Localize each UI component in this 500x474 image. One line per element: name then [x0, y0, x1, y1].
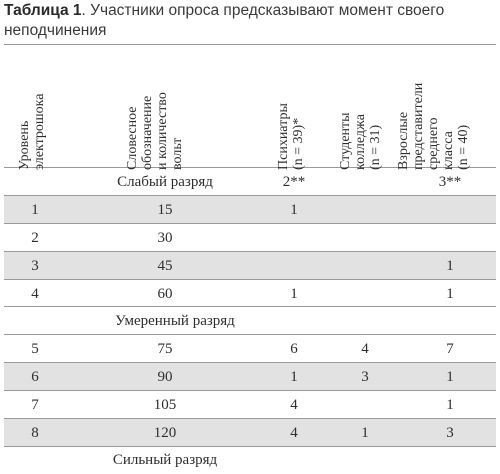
rule: [4, 279, 496, 280]
cell-psychiatrists: 1: [290, 369, 298, 385]
cell-level: 8: [31, 425, 39, 441]
column-header-students: Студенты колледжа (n = 31): [338, 112, 383, 170]
rule: [4, 195, 496, 196]
cell-psychiatrists: 1: [290, 202, 298, 218]
section-title-weak: Слабый разряд: [117, 174, 213, 190]
rule: [4, 362, 496, 363]
rule: [4, 223, 496, 224]
cell-volts: 90: [157, 369, 173, 385]
row-bg-level-1: [4, 195, 496, 223]
cell-level: 5: [31, 341, 39, 357]
column-header-level: Уровень электрошока: [17, 93, 47, 170]
table-caption: [4, 1, 496, 41]
rule: [4, 390, 496, 391]
cell-volts: 30: [157, 230, 173, 246]
cell-level: 7: [31, 397, 39, 413]
cell-students: 3: [361, 369, 369, 385]
section-title-moderate: Умеренный разряд: [115, 313, 235, 329]
cell-volts: 15: [157, 202, 173, 218]
section-note-adults: 3**: [438, 174, 462, 190]
cell-volts: 45: [157, 258, 173, 274]
cell-level: 1: [31, 202, 39, 218]
cell-level: 4: [31, 286, 39, 302]
row-bg-level-6: [4, 362, 496, 390]
cell-adults: 7: [446, 341, 454, 357]
row-bg-level-8: [4, 418, 496, 446]
rule: [4, 446, 496, 447]
cell-volts: 120: [153, 425, 177, 441]
table-caption-text: . Участники опроса предсказывают момент своего: [81, 2, 445, 19]
cell-students: 1: [361, 425, 369, 441]
cell-adults: 3: [446, 425, 454, 441]
column-header-psychiatrists: Психиатры (n = 39)*: [276, 103, 306, 170]
rule: [4, 334, 496, 335]
cell-volts: 60: [157, 286, 173, 302]
cell-students: 4: [361, 341, 369, 357]
table-top-rule: [4, 44, 496, 45]
cell-volts: 105: [153, 397, 177, 413]
cell-adults: 1: [446, 258, 454, 274]
row-bg-level-3: [4, 251, 496, 279]
section-note-psychiatrists: 2**: [282, 174, 306, 190]
cell-psychiatrists: 4: [290, 397, 298, 413]
rule: [4, 306, 496, 307]
table-caption-text-line2: неподчинения: [4, 22, 107, 39]
cell-psychiatrists: 1: [290, 286, 298, 302]
cell-psychiatrists: 4: [290, 425, 298, 441]
rule: [4, 251, 496, 252]
cell-adults: 1: [446, 397, 454, 413]
section-title-strong: Сильный разряд: [112, 452, 218, 468]
cell-volts: 75: [157, 341, 173, 357]
cell-adults: 1: [446, 286, 454, 302]
cell-level: 2: [31, 230, 39, 246]
cell-level: 6: [31, 369, 39, 385]
table-caption-label: Таблица 1: [4, 2, 82, 19]
column-header-volts: Словесное обозначение и количество вольт: [125, 92, 185, 170]
rule: [4, 418, 496, 419]
cell-psychiatrists: 6: [290, 341, 298, 357]
column-header-adults: Взрослые представители среднего класса (n = 40): [396, 82, 471, 170]
cell-adults: 1: [446, 369, 454, 385]
cell-level: 3: [31, 258, 39, 274]
